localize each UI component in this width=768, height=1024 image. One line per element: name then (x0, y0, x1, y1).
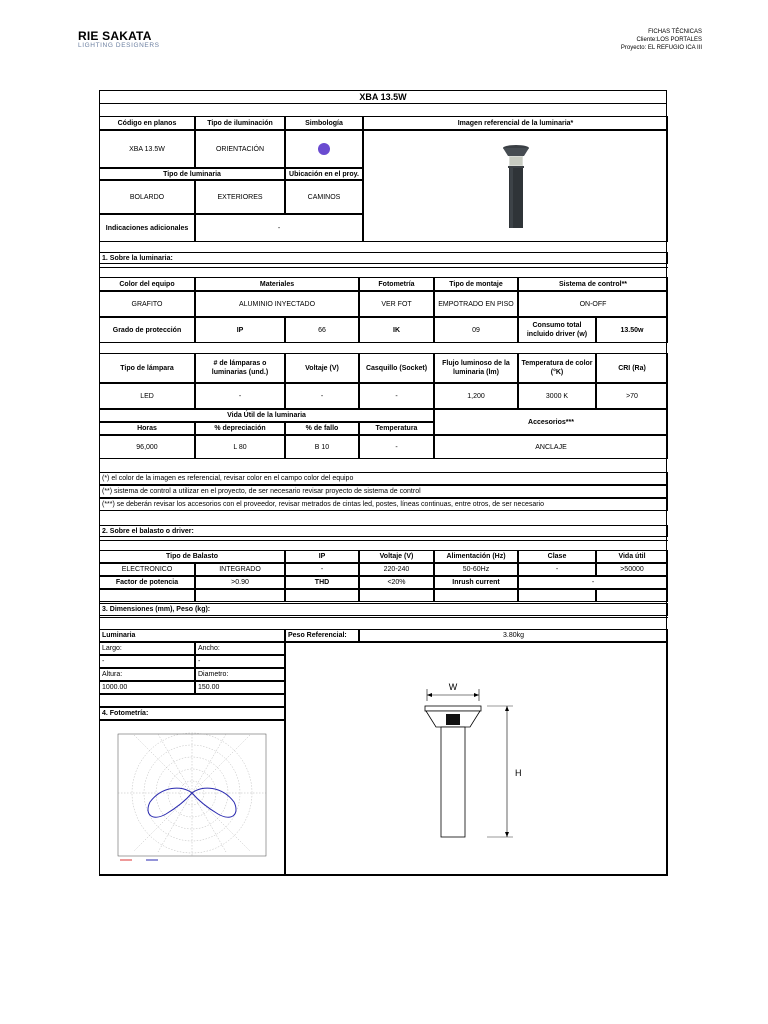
header-lampara: Tipo de lámpara (99, 353, 195, 383)
header-vida-util: Vida útil (596, 550, 668, 563)
document-header-info (621, 28, 702, 52)
accesorios-value: ANCLAJE (434, 435, 668, 459)
company-logo (78, 30, 160, 50)
montaje-value: EMPOTRADO EN PISO (434, 291, 518, 317)
section-4-title: 4. Fotometría: (99, 707, 285, 720)
fallo-value: B 10 (285, 435, 359, 459)
note-3: (***) se deberán revisar los accesorios con el proveedor, revisar metrados de cintas led, postes, líneas continuas, entre otros, de ser necesario (99, 498, 668, 511)
section-2-title: 2. Sobre el balasto o driver: (99, 525, 668, 537)
temp-color-value: 3000 K (518, 383, 596, 409)
peso-value: 3.80kg (359, 629, 668, 642)
empty-cell (285, 589, 359, 602)
logo-brand: RIE SAKATA (78, 29, 152, 43)
project-name: Proyecto: EL REFUGIO ICA III (620, 45, 702, 51)
altura-label: Altura: (99, 668, 195, 681)
header-voltaje-driver: Voltaje (V) (359, 550, 434, 563)
header-montaje: Tipo de montaje (434, 277, 518, 291)
header-casquillo: Casquillo (Socket) (359, 353, 434, 383)
indicaciones-value: - (195, 214, 363, 242)
header-control: Sistema de control** (518, 277, 668, 291)
clase-value: - (518, 563, 596, 576)
ip-driver-value: - (285, 563, 359, 576)
header-color: Color del equipo (99, 277, 195, 291)
photometry-cell (99, 720, 285, 876)
header-accesorios: Accesorios*** (434, 409, 668, 435)
header-materiales: Materiales (195, 277, 359, 291)
header-depreciacion: % depreciación (195, 422, 285, 435)
factor-potencia-value: >0.90 (195, 576, 285, 589)
ip-value: 66 (285, 317, 359, 343)
depreciacion-value: L 80 (195, 435, 285, 459)
doc-type: FICHAS TÉCNICAS (648, 29, 702, 35)
factor-potencia-label: Factor de potencia (99, 576, 195, 589)
ik-label: IK (359, 317, 434, 343)
luminaria-dim-label: Luminaria (99, 629, 285, 642)
dimension-drawing-cell (285, 642, 668, 876)
consumo-value: 13.50w (596, 317, 668, 343)
temperatura-value: - (359, 435, 434, 459)
header-codigo: Código en planos (99, 116, 195, 130)
header-fotometria: Fotometría (359, 277, 434, 291)
header-alimentacion: Alimentación (Hz) (434, 550, 518, 563)
header-temperatura: Temperatura (359, 422, 434, 435)
note-1: (*) el color de la imagen es referencial, revisar color en el campo color del equipo (99, 472, 668, 485)
empty-cell (99, 694, 285, 707)
casquillo-value: - (359, 383, 434, 409)
indicaciones-label: Indicaciones adicionales (99, 214, 195, 242)
photometry-diagram (112, 730, 272, 866)
width-dim-label: W (448, 682, 457, 692)
voltaje-driver-value: 220-240 (359, 563, 434, 576)
grado-label: Grado de protección (99, 317, 195, 343)
note-2: (**) sistema de control a utilizar en el proyecto, de ser necesario revisar proyecto de sistema de control (99, 485, 668, 498)
header-voltaje: Voltaje (V) (285, 353, 359, 383)
header-tipo-iluminacion: Tipo de iluminación (195, 116, 285, 130)
control-value: ON-OFF (518, 291, 668, 317)
ik-value: 09 (434, 317, 518, 343)
ubicacion-value: CAMINOS (285, 180, 363, 214)
header-num-lamparas: # de lámparas o luminarias (und.) (195, 353, 285, 383)
section-3-title: 3. Dimensiones (mm), Peso (kg): (99, 603, 668, 616)
vida-util-value: >50000 (596, 563, 668, 576)
thd-label: THD (285, 576, 359, 589)
dimension-drawing (377, 659, 577, 859)
header-fallo: % de fallo (285, 422, 359, 435)
inrush-label: Inrush current (434, 576, 518, 589)
header-simbologia: Simbología (285, 116, 363, 130)
ancho-value: - (195, 655, 285, 668)
header-cri: CRI (Ra) (596, 353, 668, 383)
fotometria-value: VER FOT (359, 291, 434, 317)
ancho-label: Ancho: (195, 642, 285, 655)
diametro-label: Diametro: (195, 668, 285, 681)
separator (100, 267, 668, 268)
materiales-value: ALUMINIO INYECTADO (195, 291, 359, 317)
inrush-value: - (518, 576, 668, 589)
header-tipo-balasto: Tipo de Balasto (99, 550, 285, 563)
luminaire-image-cell (363, 130, 668, 242)
peso-label: Peso Referencial: (285, 629, 359, 642)
header-horas: Horas (99, 422, 195, 435)
flujo-value: 1,200 (434, 383, 518, 409)
header-temp-color: Temperatura de color (°K) (518, 353, 596, 383)
symbol-cell (285, 130, 363, 168)
header-imagen: Imagen referencial de la luminaria* (363, 116, 668, 130)
height-dim-label: H (514, 768, 521, 778)
diametro-value: 150.00 (195, 681, 285, 694)
consumo-label: Consumo total incluido driver (w) (518, 317, 596, 343)
section-1-title: 1. Sobre la luminaria: (99, 252, 668, 264)
codigo-value: XBA 13.5W (99, 130, 195, 168)
vida-util-label: Vida Útil de la luminaria (99, 409, 434, 422)
empty-cell (518, 589, 596, 602)
header-tipo-luminaria: Tipo de luminaria (99, 168, 285, 180)
ip-label: IP (195, 317, 285, 343)
symbol-dot (318, 143, 330, 155)
cri-value: >70 (596, 383, 668, 409)
largo-label: Largo: (99, 642, 195, 655)
logo-subtitle: LIGHTING DESIGNERS (78, 42, 160, 49)
header-flujo: Flujo luminoso de la luminaria (lm) (434, 353, 518, 383)
separator (100, 540, 668, 541)
horas-value: 96,000 (99, 435, 195, 459)
empty-cell (99, 589, 195, 602)
empty-cell (596, 589, 668, 602)
client-name: Cliente:LOS PORTALES (636, 37, 702, 43)
header-ubicacion: Ubicación en el proy. (285, 168, 363, 180)
tipo-iluminacion-value: ORIENTACIÓN (195, 130, 285, 168)
empty-cell (359, 589, 434, 602)
balasto-tipo-1: ELECTRONICO (99, 563, 195, 576)
largo-value: - (99, 655, 195, 668)
tipo-luminaria-2: EXTERIORES (195, 180, 285, 214)
num-lamparas-value: - (195, 383, 285, 409)
altura-value: 1000.00 (99, 681, 195, 694)
tipo-luminaria-1: BOLARDO (99, 180, 195, 214)
thd-value: <20% (359, 576, 434, 589)
header-clase: Clase (518, 550, 596, 563)
header-ip-driver: IP (285, 550, 359, 563)
lampara-value: LED (99, 383, 195, 409)
alimentacion-value: 50-60Hz (434, 563, 518, 576)
balasto-tipo-2: INTEGRADO (195, 563, 285, 576)
color-value: GRAFITO (99, 291, 195, 317)
empty-cell (434, 589, 518, 602)
sheet-title: XBA 13.5W (99, 90, 667, 104)
bollard-image (496, 144, 536, 228)
empty-cell (195, 589, 285, 602)
voltaje-value: - (285, 383, 359, 409)
separator (100, 617, 668, 618)
technical-sheet (99, 90, 667, 875)
